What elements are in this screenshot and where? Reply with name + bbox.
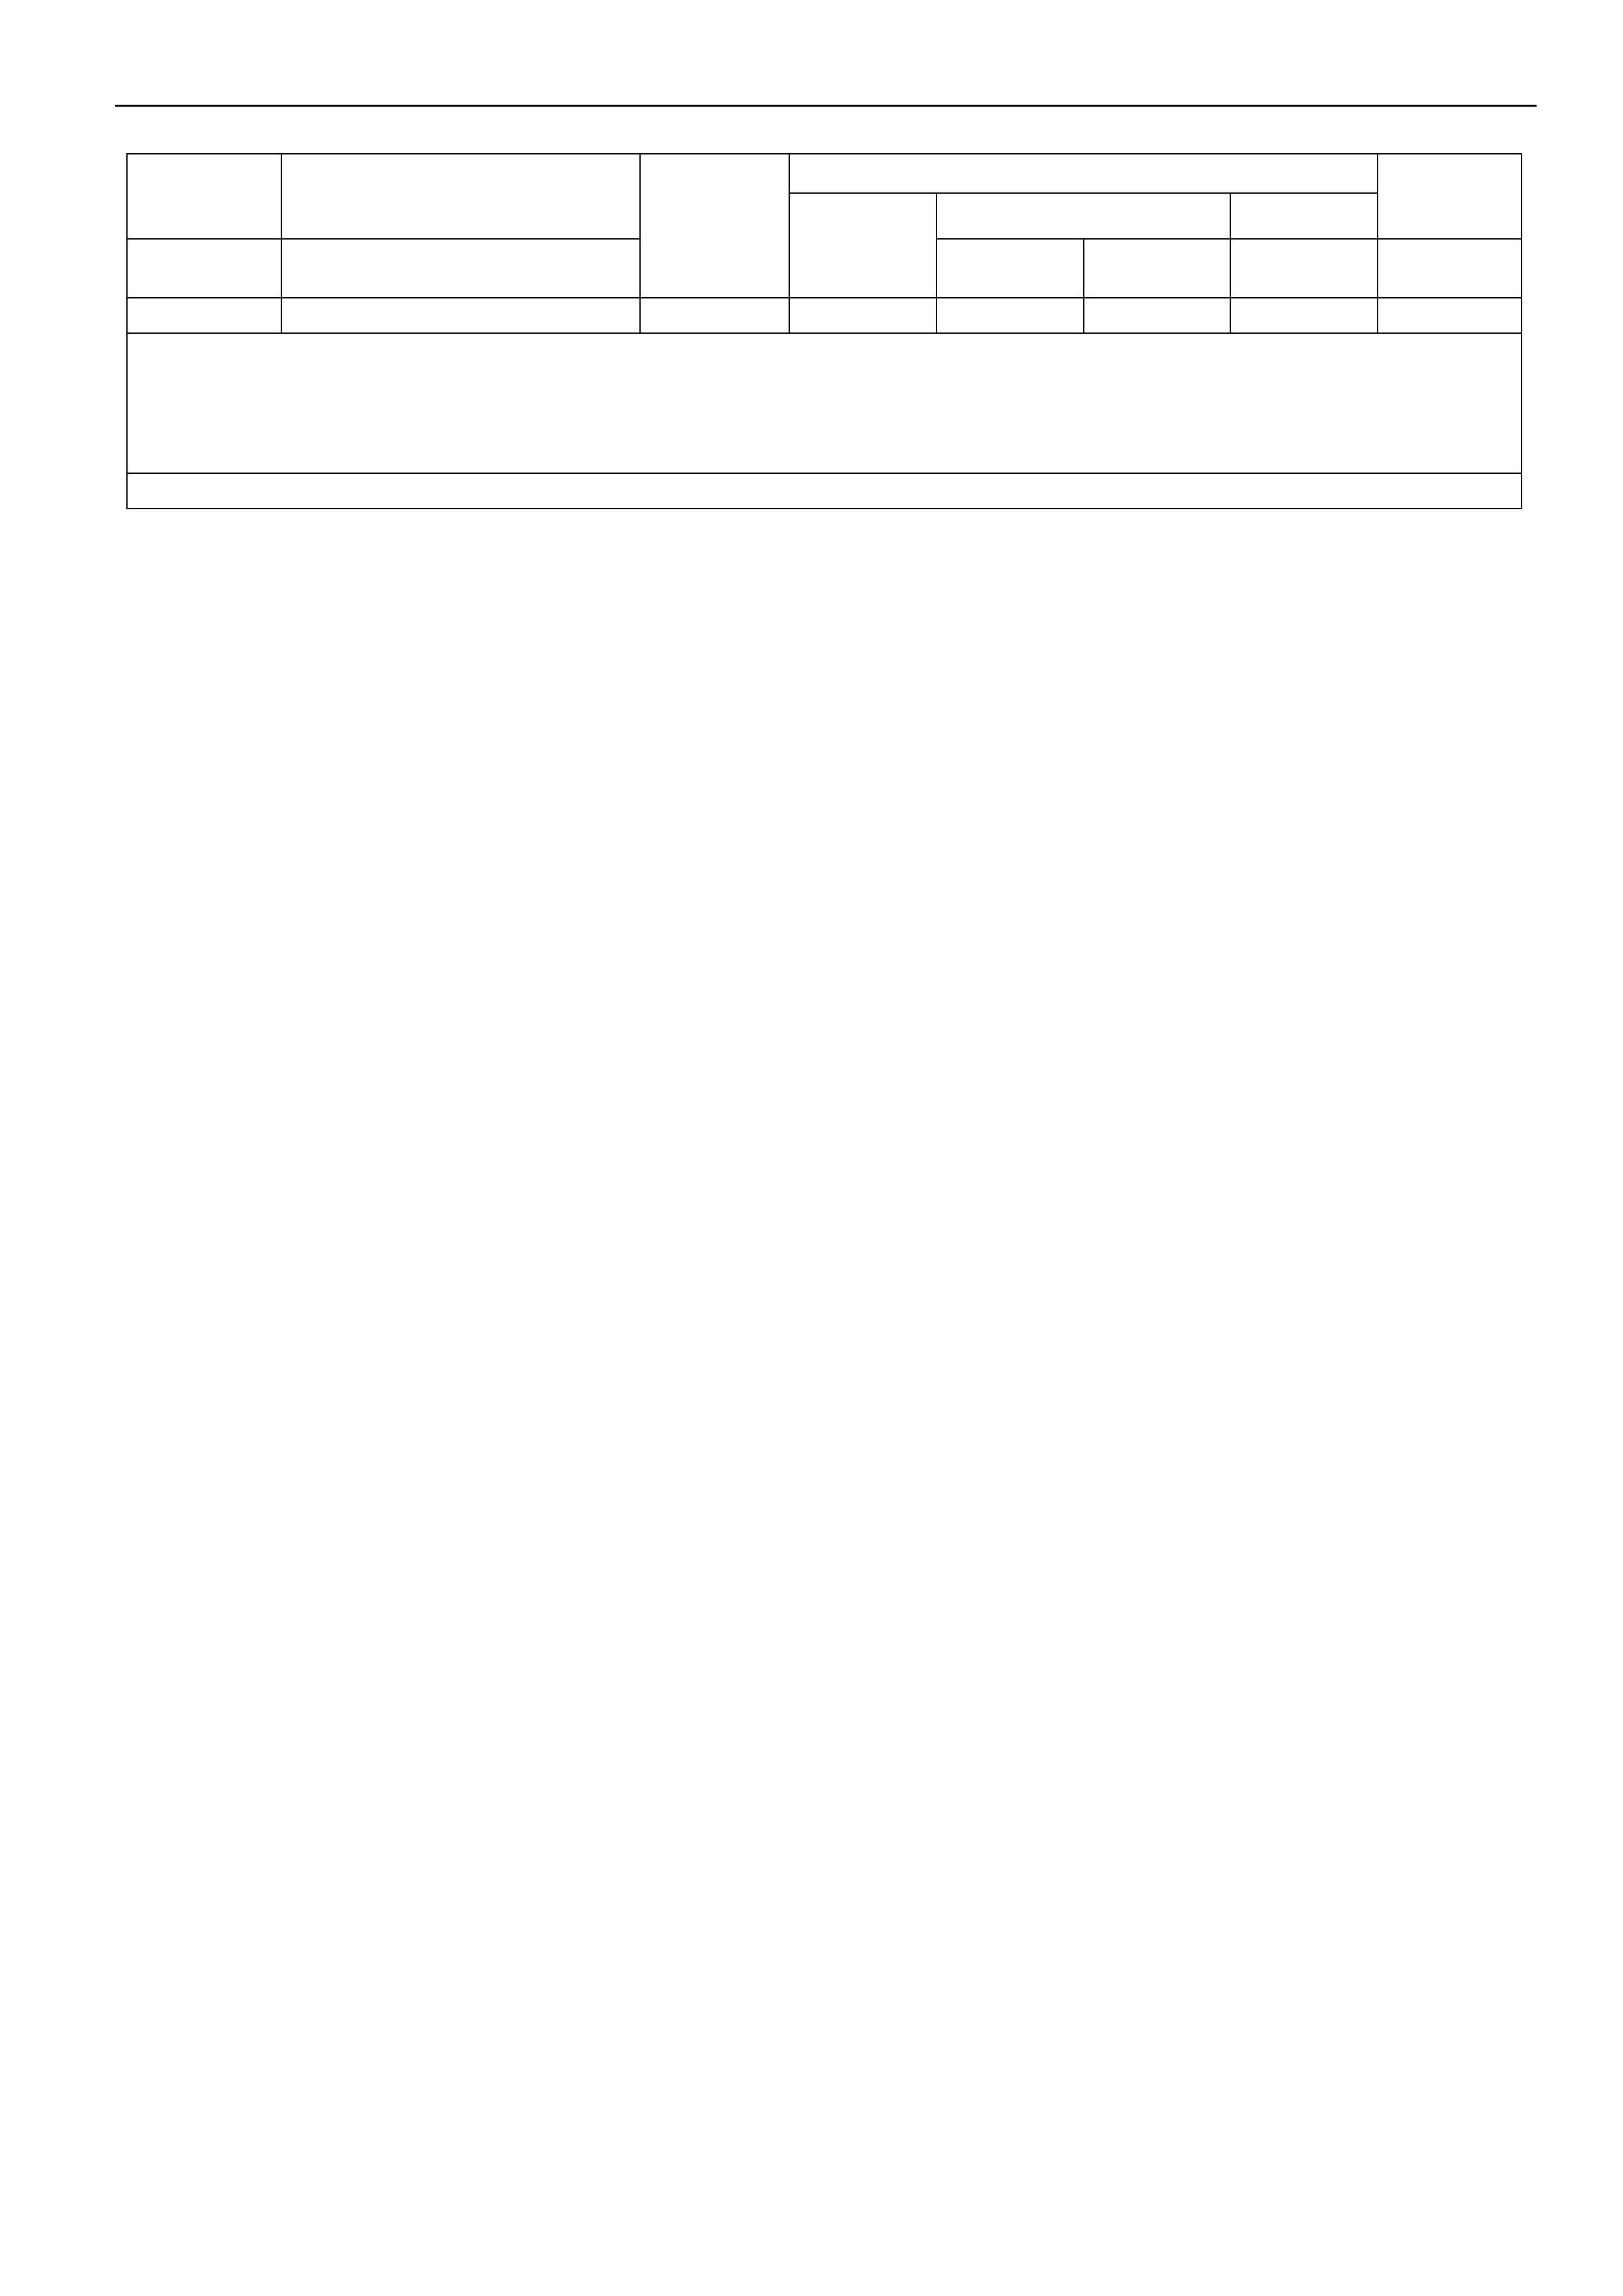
header-workers-pay (789, 193, 936, 298)
header-work-name (281, 154, 640, 239)
table-header (127, 154, 1522, 333)
section-title (127, 473, 1522, 509)
column-number (281, 298, 640, 333)
header-materials (1230, 193, 1378, 239)
rates-table (126, 153, 1522, 509)
running-header (115, 71, 1537, 107)
column-number (789, 298, 936, 333)
column-number (640, 298, 789, 333)
header-rate-numbers (127, 154, 281, 239)
column-number (1378, 298, 1522, 333)
header-operators-pay (1084, 239, 1230, 298)
header-direct-costs (640, 154, 789, 298)
column-number (1084, 298, 1230, 333)
header-material-names (281, 239, 640, 298)
column-number (127, 298, 281, 333)
header-machines-total (936, 239, 1084, 298)
column-number (1230, 298, 1378, 333)
header-labor-costs (1378, 154, 1522, 239)
header-including (789, 154, 1378, 193)
header-material-codes (127, 239, 281, 298)
column-number (936, 298, 1084, 333)
header-equipment-mass (1378, 239, 1522, 298)
header-unaccounted-materials (1230, 239, 1378, 298)
table-title-block (127, 333, 1522, 509)
header-machines (936, 193, 1230, 239)
